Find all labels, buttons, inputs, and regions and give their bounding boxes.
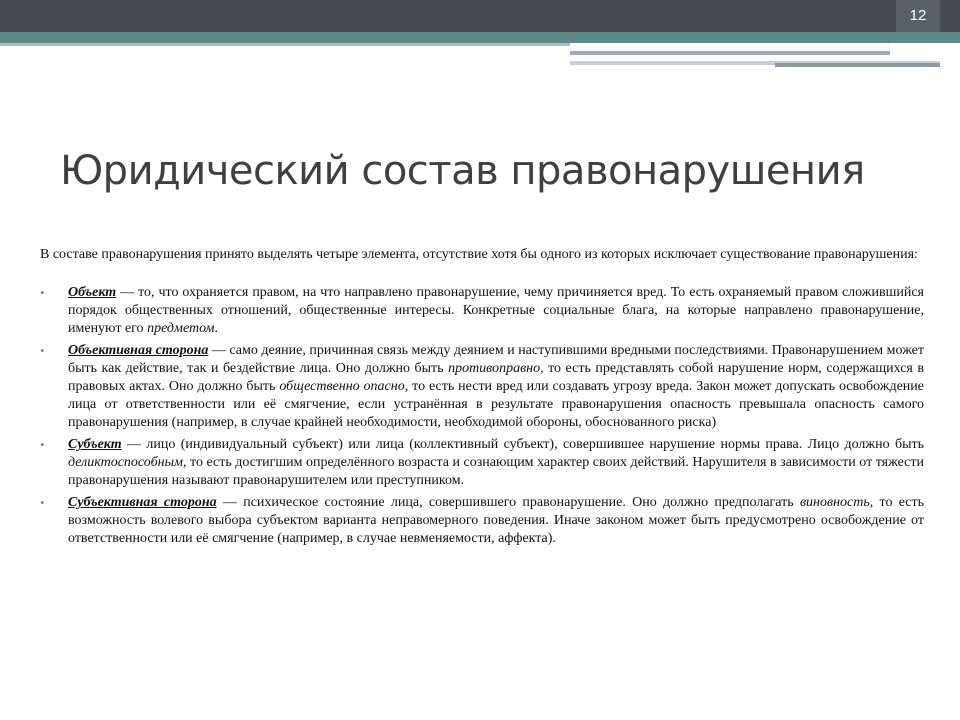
- item-emphasis: противоправно: [448, 361, 541, 376]
- item-emphasis: предметом: [147, 321, 215, 336]
- list-item-subjective-side: [40, 494, 924, 548]
- slide-content: [40, 246, 924, 552]
- bullet-icon: •: [40, 437, 45, 452]
- intro-paragraph: В составе правонарушения принято выделять четыре элемента, отсутствие хотя бы одного из которых исключает существование правонарушения:: [40, 247, 918, 262]
- list-item-objective-side: [40, 342, 924, 432]
- item-text: , то есть представлять собой нарушение норм, содержащихся в правовых актах. Оно должно быть: [68, 361, 924, 394]
- item-text: — психическое состояние лица, совершившего правонарушение. Оно должно предполагать: [222, 495, 800, 510]
- term-subject: Субъект: [68, 437, 122, 452]
- slide-number: 12: [896, 0, 940, 32]
- bullet-icon: •: [40, 285, 45, 300]
- elements-list: [40, 284, 924, 548]
- decorative-stripe: [0, 43, 570, 46]
- slide-title: Юридический состав правонарушения: [60, 148, 865, 194]
- bullet-icon: •: [40, 343, 45, 358]
- item-text: — лицо (индивидуальный субъект) или лица (коллективный субъект), совершившее нарушение нормы права. Лицо должно быть: [126, 437, 924, 452]
- item-text: , то есть возможность волевого выбора субъектом варианта неправомерного поведения. Иначе законом может быть предусмотрено освобождение от ответственности или её смягчение (например, в случае невменяемости, аффекта).: [68, 495, 925, 546]
- header-bar: [0, 0, 960, 32]
- decorative-band: [0, 32, 960, 43]
- item-text: — само деяние, причинная связь между деянием и наступившими вредными последствиями. Правонарушением может быть как действие, так и бездействие лица. Оно должно быть: [68, 343, 925, 376]
- item-emphasis: виновность: [799, 495, 870, 510]
- item-text: — то, что охраняется правом, на что направлено правонарушение, чему причиняется вред. То есть охраняемый правом сложившийся порядок общественных отношений, общественные интересы. Конкретные социальные блага, на которые направлено правонарушение, именуют его: [68, 285, 925, 336]
- decorative-stripe: [775, 63, 940, 67]
- term-objective-side: Объективная сторона: [68, 343, 209, 358]
- item-emphasis: общественно опасно: [279, 379, 405, 394]
- term-object: Объект: [68, 285, 117, 300]
- item-emphasis: деликтоспособным: [68, 455, 183, 470]
- item-text: , то есть достигшим определённого возраста и сознающим характер своих действий. Нарушителя в зависимости от тяжести правонарушения называют правонарушителем или преступником.: [68, 455, 924, 488]
- list-item-subject: [40, 436, 924, 490]
- item-text: , то есть нести вред или создавать угрозу вреда. Закон может допускать освобождение лица от ответственности или её смягчение, если устранённая в результате правонарушения опасность превышала опасность самого правонарушения (например, в случае крайней необходимости, необходимой обороны, обоснованного риска): [68, 379, 925, 430]
- term-subjective-side: Субъективная сторона: [68, 495, 217, 510]
- item-text: .: [214, 321, 218, 336]
- decorative-stripe: [570, 43, 890, 55]
- bullet-icon: •: [40, 495, 45, 510]
- list-item-object: [40, 284, 924, 338]
